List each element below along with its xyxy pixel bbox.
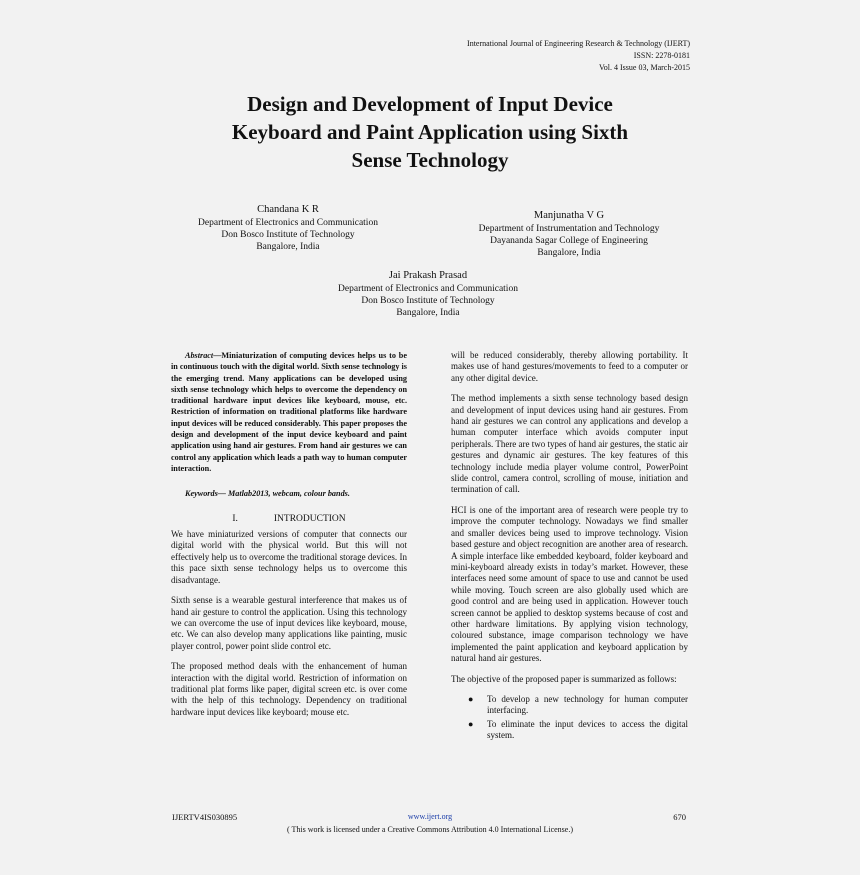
abstract-text: —Miniaturization of computing devices helps us to be in continuous touch with the digital world. Sixth sense technology is the emerging trend. Many applications can be developed using sixth sense technology which helps to overcome the dependency on traditional hardware input devices like keyboard, mouse, etc. Restriction of information on traditional platforms like hardware input devices will be reduced considerably. This paper proposes the design and development of the input device keyboard and paint application using hand air gestures. From hand air gestures we can control any application which leads a path way to human computer interaction. bbox=[171, 351, 407, 473]
author-place: Bangalore, India bbox=[396, 308, 460, 318]
author-institute: Don Bosco Institute of Technology bbox=[361, 296, 495, 306]
bullet-icon: ● bbox=[468, 718, 474, 729]
author-block-1 bbox=[178, 204, 398, 253]
abstract-lead: Abstract bbox=[185, 351, 214, 360]
section-heading-introduction bbox=[171, 514, 407, 525]
body-paragraph: HCI is one of the important area of research were people try to improve the computer technology. Nowadays we find smaller and smaller devices being used to improve technology. Vision based gesture and object recognition are another area of research. A simple interface like embedded keyboard, folder keyboard and mini-keyboard already exists in today’s market. However, these interfaces need some amount of space to use and cannot be used while moving. Touch screen are also globally used which are good control and are being used in application. However touch screen cannot be applied to desktop systems because of cost and other hardware limitations. By applying vision technology, coloured substance, image comparison technology we have implemented the paint application and keyboard application by natural hand air gestures. bbox=[451, 504, 688, 664]
author-dept: Department of Instrumentation and Technology bbox=[478, 224, 660, 234]
author-block-2 bbox=[460, 210, 678, 259]
paper-title bbox=[170, 90, 690, 174]
footer-paper-id: IJERTV4IS030895 bbox=[172, 812, 238, 822]
author-name: Chandana K R bbox=[257, 204, 319, 215]
body-paragraph: The proposed method deals with the enhancement of human interaction with the digital world. Restriction of information on traditional plat forms like paper, digital screen etc. is over come with the help of this technology. Dependency on traditional hardware input devices like keyboard; mouse etc. bbox=[171, 661, 407, 717]
journal-header bbox=[467, 38, 690, 74]
author-dept: Department of Electronics and Communication bbox=[198, 218, 378, 228]
body-paragraph: will be reduced considerably, thereby allowing portability. It makes use of hand gestures/movements to feed to a computer or any other digital device. bbox=[451, 350, 688, 383]
journal-issn: ISSN: 2278-0181 bbox=[633, 51, 690, 60]
title-line-2: Keyboard and Paint Application using Sixth bbox=[231, 120, 629, 144]
left-column bbox=[171, 350, 407, 727]
author-place: Bangalore, India bbox=[537, 248, 601, 258]
license-note: ( This work is licensed under a Creative Commons Attribution 4.0 International License.) bbox=[286, 825, 573, 834]
body-paragraph: Sixth sense is a wearable gestural interference that makes us of hand air gesture to control the application. Using this technology we can overcome the use of input devices like keyboard, mouse, etc. We can also develop many applications like painting, music player control, power point slide control etc. bbox=[171, 595, 407, 651]
body-paragraph: The objective of the proposed paper is summarized as follows: bbox=[451, 673, 677, 684]
section-title: INTRODUCTION bbox=[273, 513, 346, 524]
author-name: Jai Prakash Prasad bbox=[388, 270, 468, 281]
right-column bbox=[451, 350, 688, 744]
title-line-3: Sense Technology bbox=[351, 148, 509, 172]
footer-url-link[interactable]: www.ijert.org bbox=[407, 812, 453, 821]
bullet-icon: ● bbox=[468, 693, 474, 704]
section-number: I. bbox=[232, 513, 238, 524]
title-line-1: Design and Development of Input Device bbox=[247, 92, 613, 116]
author-block-3 bbox=[318, 270, 538, 319]
author-dept: Department of Electronics and Communication bbox=[338, 284, 518, 294]
author-institute: Dayananda Sagar College of Engineering bbox=[490, 236, 648, 246]
body-paragraph: We have miniaturized versions of computer that connects our digital world with the physical world. But this will not effectively help us to overcome the traditional storage devices. In this pace sixth sense technology helps us to overcome this disadvantage. bbox=[171, 529, 407, 585]
author-institute: Don Bosco Institute of Technology bbox=[221, 230, 355, 240]
author-place: Bangalore, India bbox=[256, 242, 320, 252]
list-item-text: To eliminate the input devices to access the digital system. bbox=[487, 718, 688, 741]
journal-name: International Journal of Engineering Research & Technology (IJERT) bbox=[467, 39, 690, 48]
list-item bbox=[451, 694, 688, 717]
objective-list bbox=[451, 694, 688, 742]
journal-volume: Vol. 4 Issue 03, March-2015 bbox=[599, 63, 690, 72]
list-item-text: To develop a new technology for human computer interfacing. bbox=[487, 693, 688, 716]
body-paragraph: The method implements a sixth sense technology based design and development of input devices using hand air gestures. From hand air gestures we can control any applications and develop a human computer interface which avoids computer input peripherals. There are two types of hand air gestures, the static air gestures and dynamic air gestures. The key features of this technology include media player volume control, PowerPoint slide control, camera control, scrolling of mouse, initiation and termination of call. bbox=[451, 393, 688, 495]
list-item bbox=[451, 719, 688, 742]
keywords: Keywords— Matlab2013, webcam, colour bands. bbox=[185, 489, 350, 499]
author-name: Manjunatha V G bbox=[533, 210, 605, 221]
abstract bbox=[171, 350, 407, 474]
footer-page-number: 670 bbox=[673, 812, 686, 822]
